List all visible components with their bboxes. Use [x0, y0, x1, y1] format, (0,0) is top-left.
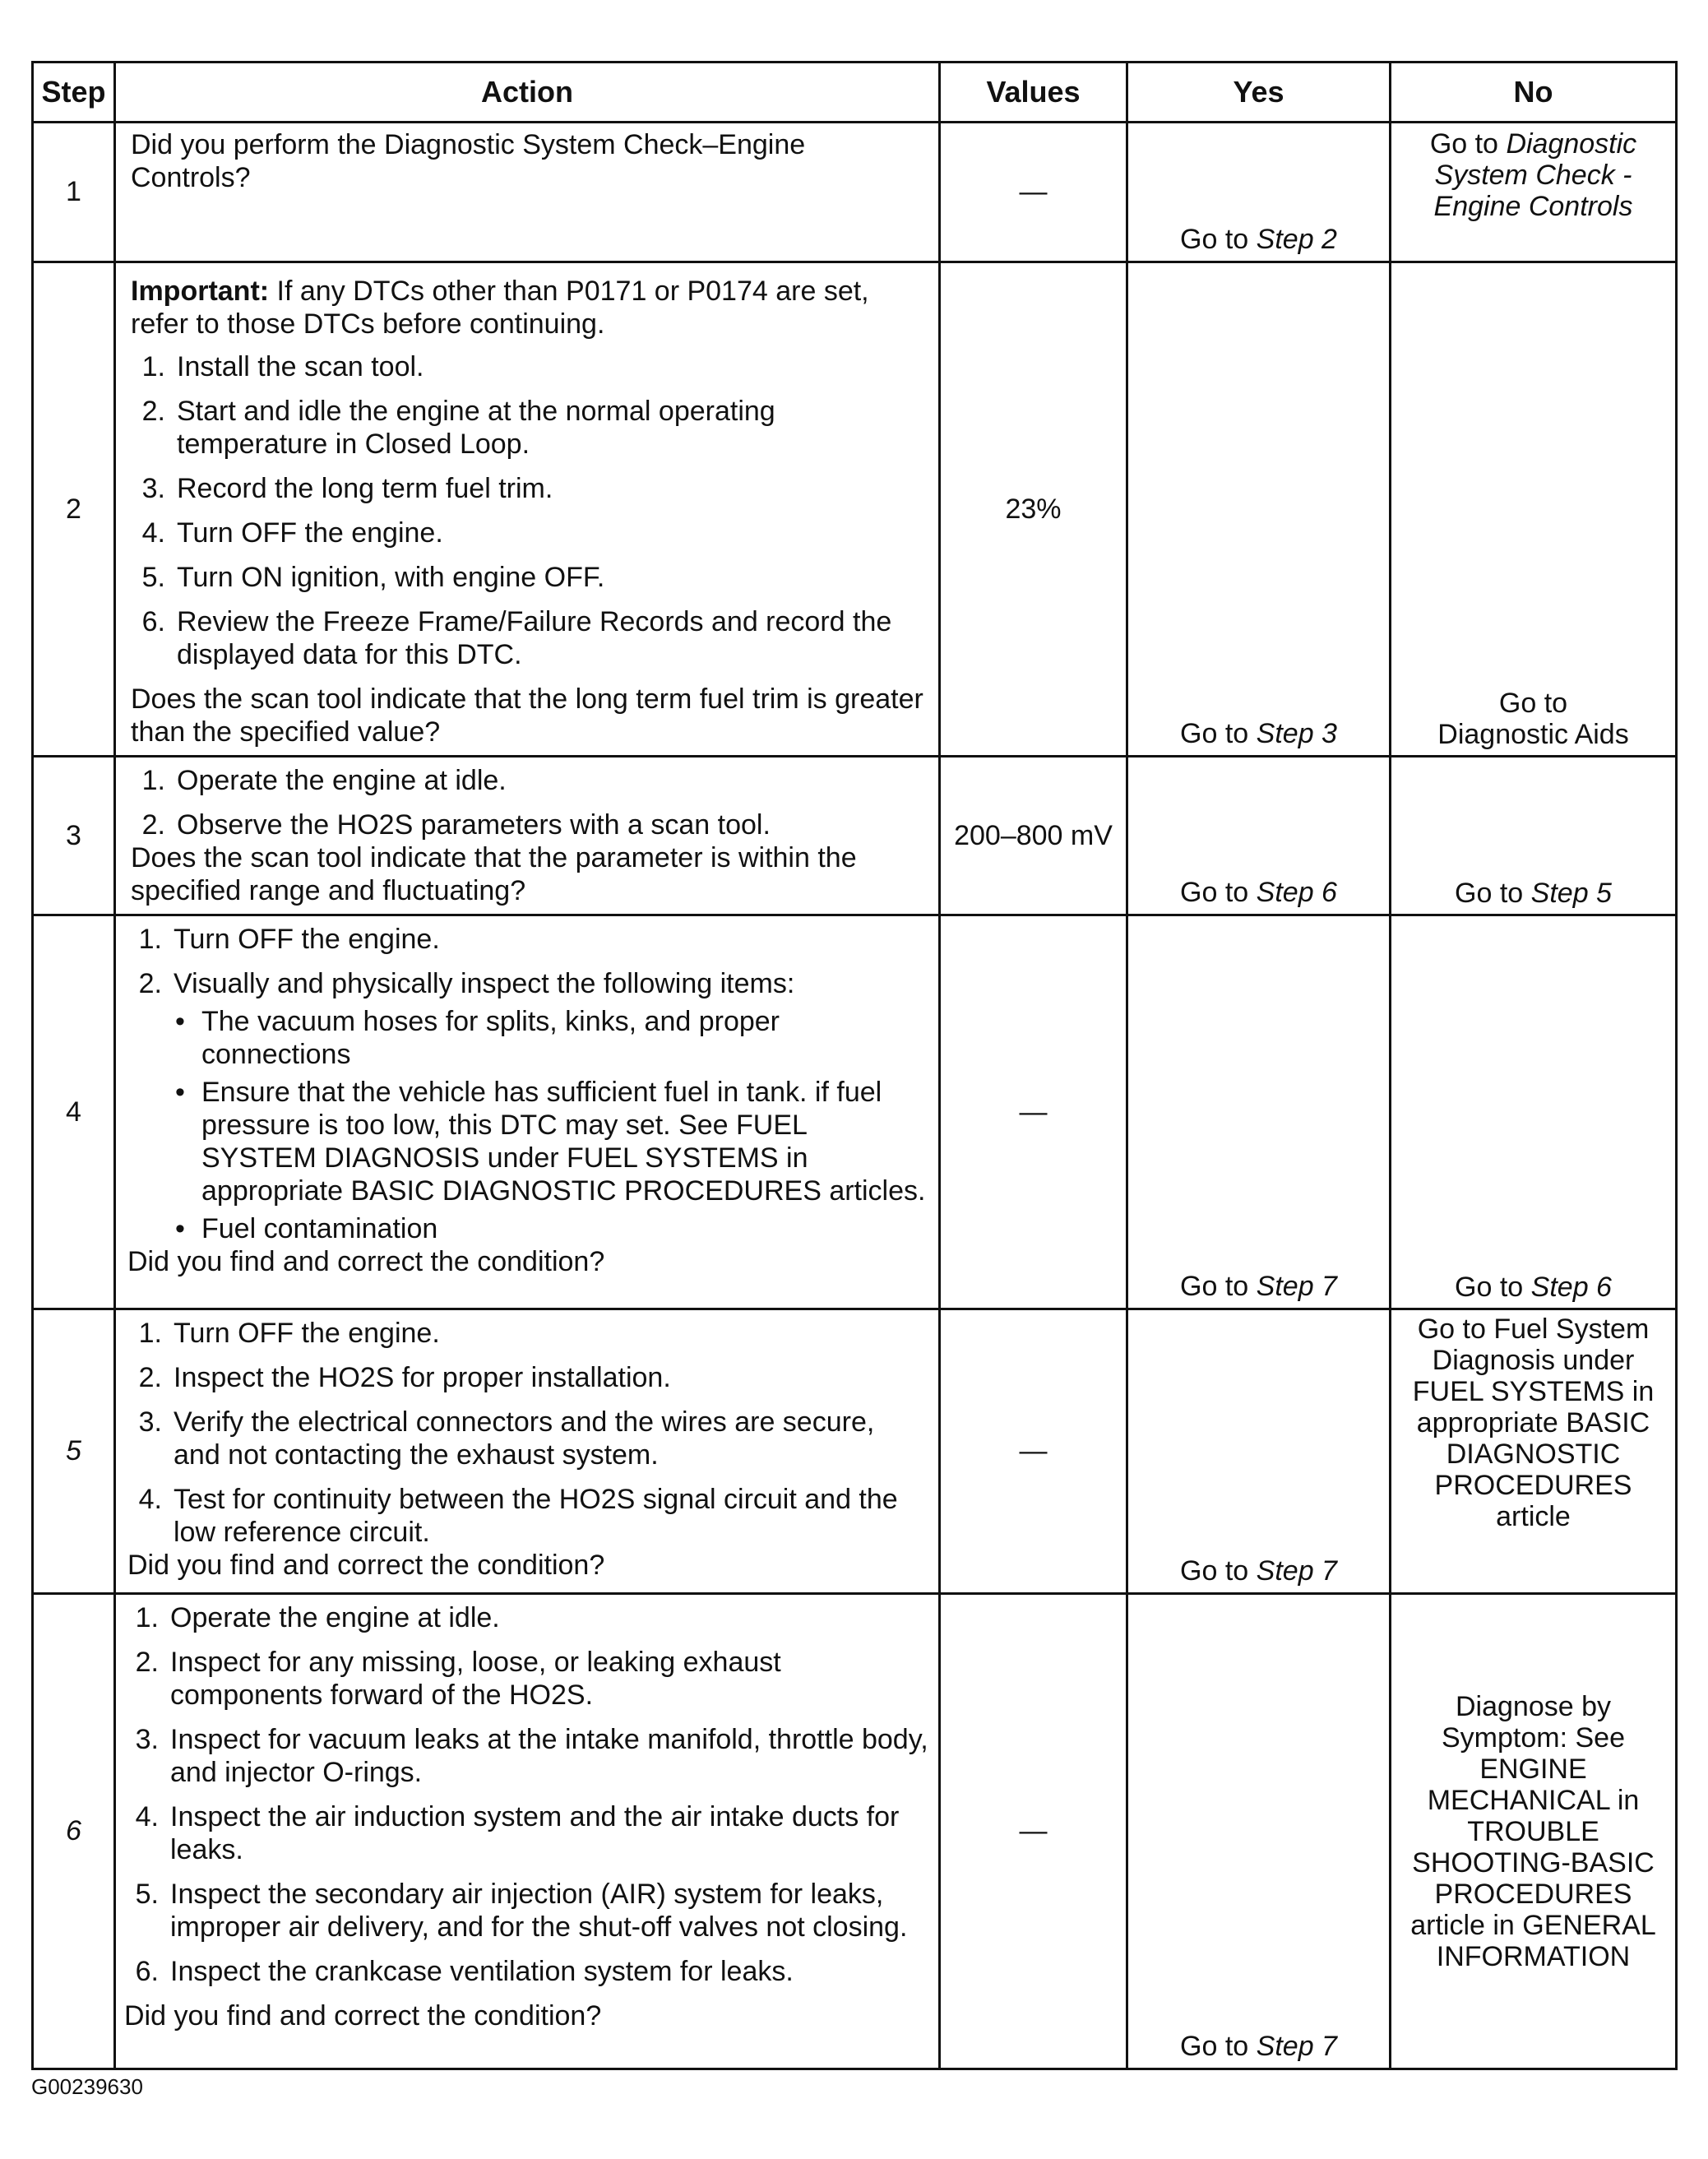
yes-step-ref: Step 2: [1256, 224, 1337, 255]
list-item: 1. Turn OFF the engine.: [138, 1318, 440, 1349]
value-cell: —: [940, 1594, 1127, 2069]
yes-cell: [1127, 1594, 1391, 2069]
header-action: Action: [115, 63, 940, 123]
action-cell: [115, 262, 940, 757]
no-reference: Go to Fuel System Diagnosis under FUEL SYSTEMS in appropriate BASIC DIAGNOSTIC PROCEDURES article: [1412, 1313, 1655, 1532]
action-question: Does the scan tool indicate that the long term fuel trim is greater than the specified value?: [131, 683, 923, 748]
table-row: [33, 915, 1677, 1309]
go-to-label: Go to: [1180, 2031, 1249, 2062]
no-step-ref: Step 6: [1530, 1272, 1612, 1303]
inspection-items: [175, 1005, 928, 1245]
important-label: Important:: [131, 276, 270, 307]
no-cell: [1391, 1594, 1677, 2069]
list-item: • Ensure that the vehicle has sufficient fuel in tank. if fuel pressure is too low, this DTC may set. See FUEL SYSTEM DIAGNOSIS under FUEL SYSTEMS in appropriate BASIC DIAGNOSTIC PROCEDURES articles.: [175, 1077, 926, 1207]
table-row: [33, 1309, 1677, 1594]
header-step: Step: [33, 63, 115, 123]
list-item: 5. Turn ON ignition, with engine OFF.: [141, 562, 605, 593]
value-cell: 200–800 mV: [940, 757, 1127, 915]
no-reference: Diagnostic System Check - Engine Controls: [1433, 128, 1637, 222]
step-number: 4: [33, 915, 115, 1309]
list-item: 1. Operate the engine at idle.: [135, 1602, 500, 1633]
figure-code: G00239630: [31, 2074, 143, 2099]
yes-cell: [1127, 262, 1391, 757]
list-item: 6. Inspect the crankcase ventilation system for leaks.: [135, 1956, 794, 1987]
yes-cell: [1127, 757, 1391, 915]
yes-cell: [1127, 123, 1391, 262]
yes-step-ref: Step 7: [1256, 1555, 1337, 1587]
list-item: 4. Turn OFF the engine.: [141, 517, 443, 549]
no-cell: [1391, 1309, 1677, 1594]
step-number: 2: [33, 262, 115, 757]
procedure-steps: [127, 1317, 928, 1549]
list-item: 4. Inspect the air induction system and the air intake ducts for leaks.: [135, 1801, 900, 1865]
yes-step-ref: Step 6: [1256, 877, 1337, 908]
go-to-label: Go to: [1455, 878, 1524, 909]
header-no: No: [1391, 63, 1677, 123]
action-question: Did you find and correct the condition?: [124, 2000, 602, 2032]
table-row: [33, 1594, 1677, 2069]
procedure-steps: [131, 350, 928, 671]
action-question: Did you perform the Diagnostic System Check–Engine Controls?: [131, 129, 806, 193]
table-row: [33, 757, 1677, 915]
list-item: • The vacuum hoses for splits, kinks, and proper connections: [175, 1006, 780, 1070]
go-to-label: Go to: [1180, 718, 1249, 749]
important-note: [131, 275, 928, 341]
yes-cell: [1127, 915, 1391, 1309]
diagnostic-table: [31, 61, 1678, 2070]
action-cell: [115, 1594, 940, 2069]
action-cell: [115, 757, 940, 915]
list-item: 1. Turn OFF the engine.: [138, 924, 440, 955]
list-item: 3. Inspect for vacuum leaks at the intake manifold, throttle body, and injector O-rings.: [135, 1724, 928, 1788]
yes-step-ref: Step 3: [1256, 718, 1337, 749]
list-item: 3. Verify the electrical connectors and the wires are secure, and not contacting the exhaust system.: [138, 1406, 875, 1471]
value-cell: 23%: [940, 262, 1127, 757]
list-item: 2. Observe the HO2S parameters with a scan tool.: [141, 809, 771, 841]
list-item: 2. Visually and physically inspect the following items:: [138, 968, 795, 999]
go-to-label: Go to: [1180, 224, 1249, 255]
step-number: 6: [33, 1594, 115, 2069]
action-question: Did you find and correct the condition?: [127, 1246, 605, 1277]
list-item: 1. Operate the engine at idle.: [141, 765, 507, 796]
procedure-steps: [131, 764, 928, 841]
value-cell: —: [940, 915, 1127, 1309]
list-item: 2. Start and idle the engine at the normal operating temperature in Closed Loop.: [141, 396, 775, 460]
go-to-label: Go to: [1429, 128, 1498, 160]
step-number: 1: [33, 123, 115, 262]
list-item: • Fuel contamination: [175, 1213, 438, 1244]
step-number: 5: [33, 1309, 115, 1594]
list-item: 5. Inspect the secondary air injection (AIR) system for leaks, improper air delivery, and for the shut-off valves not closing.: [135, 1879, 908, 1943]
no-cell: [1391, 262, 1677, 757]
header-row: [33, 63, 1677, 123]
go-to-label: Go to: [1498, 688, 1568, 719]
no-step-ref: Step 5: [1530, 878, 1612, 909]
table-row: [33, 123, 1677, 262]
action-question: Does the scan tool indicate that the parameter is within the specified range and fluctuating?: [131, 842, 857, 906]
yes-step-ref: Step 7: [1256, 1271, 1337, 1302]
go-to-label: Go to: [1180, 877, 1249, 908]
value-cell: —: [940, 1309, 1127, 1594]
value-cell: —: [940, 123, 1127, 262]
no-cell: [1391, 757, 1677, 915]
list-item: 2. Inspect the HO2S for proper installation.: [138, 1362, 671, 1393]
header-values: Values: [940, 63, 1127, 123]
no-reference: Diagnose by Symptom: See ENGINE MECHANICAL in TROUBLE SHOOTING-BASIC PROCEDURES article in GENERAL INFORMATION: [1410, 1690, 1656, 1972]
yes-cell: [1127, 1309, 1391, 1594]
action-cell: [115, 915, 940, 1309]
action-question: Did you find and correct the condition?: [127, 1550, 605, 1581]
list-item: 6. Review the Freeze Frame/Failure Records and record the displayed data for this DTC.: [141, 606, 892, 670]
list-item: 4. Test for continuity between the HO2S signal circuit and the low reference circuit.: [138, 1484, 898, 1548]
list-item: 1. Install the scan tool.: [141, 351, 424, 382]
no-reference: Diagnostic Aids: [1437, 719, 1629, 750]
list-item: 2. Inspect for any missing, loose, or leaking exhaust components forward of the HO2S.: [135, 1647, 781, 1711]
list-item: 3. Record the long term fuel trim.: [141, 473, 553, 504]
step-number: 3: [33, 757, 115, 915]
procedure-steps: [127, 923, 928, 1000]
no-cell: [1391, 915, 1677, 1309]
yes-step-ref: Step 7: [1256, 2031, 1337, 2062]
table-row: [33, 262, 1677, 757]
no-cell: [1391, 123, 1677, 262]
procedure-steps: [124, 1601, 928, 1988]
important-text: If any DTCs other than P0171 or P0174 are set, refer to those DTCs before continuing.: [131, 276, 869, 340]
go-to-label: Go to: [1180, 1555, 1249, 1587]
action-cell: [115, 123, 940, 262]
go-to-label: Go to: [1180, 1271, 1249, 1302]
action-cell: [115, 1309, 940, 1594]
go-to-label: Go to: [1455, 1272, 1524, 1303]
header-yes: Yes: [1127, 63, 1391, 123]
